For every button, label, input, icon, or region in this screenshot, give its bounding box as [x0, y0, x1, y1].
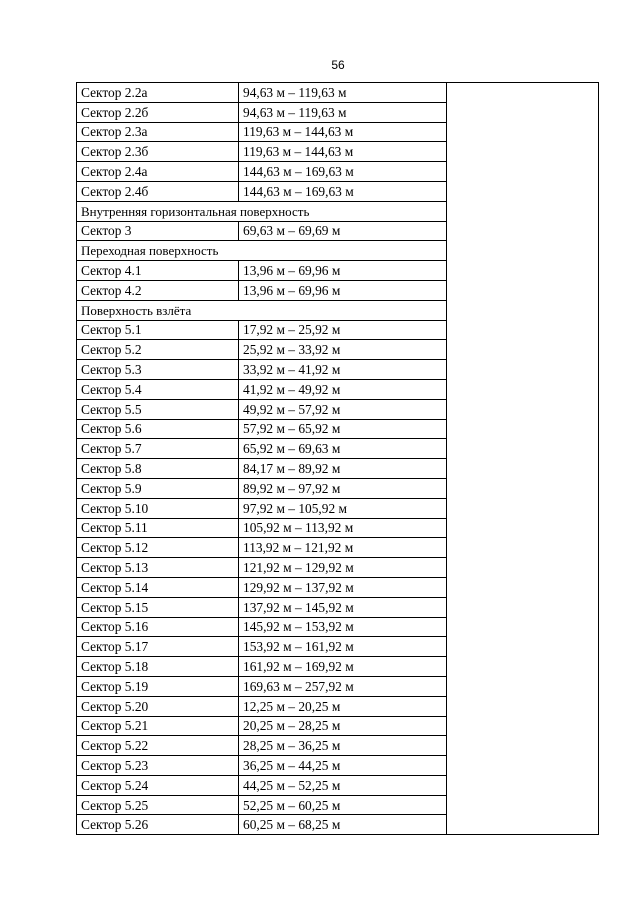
section-title: Поверхность взлёта	[77, 300, 447, 320]
height-range-cell: 137,92 м – 145,92 м	[239, 597, 447, 617]
height-range-cell: 52,25 м – 60,25 м	[239, 795, 447, 815]
height-range-cell: 144,63 м – 169,63 м	[239, 181, 447, 201]
sector-name-cell: Сектор 2.2а	[77, 83, 239, 103]
height-range-cell: 169,63 м – 257,92 м	[239, 676, 447, 696]
sector-name-cell: Сектор 5.13	[77, 558, 239, 578]
height-range-cell: 153,92 м – 161,92 м	[239, 637, 447, 657]
height-range-cell: 12,25 м – 20,25 м	[239, 696, 447, 716]
sector-name-cell: Сектор 5.18	[77, 657, 239, 677]
sector-name-cell: Сектор 5.3	[77, 360, 239, 380]
height-range-cell: 119,63 м – 144,63 м	[239, 142, 447, 162]
sector-name-cell: Сектор 5.11	[77, 518, 239, 538]
height-range-cell: 25,92 м – 33,92 м	[239, 340, 447, 360]
height-range-cell: 94,63 м – 119,63 м	[239, 83, 447, 103]
sector-name-cell: Сектор 5.7	[77, 439, 239, 459]
height-range-cell: 13,96 м – 69,96 м	[239, 280, 447, 300]
height-range-cell: 60,25 м – 68,25 м	[239, 815, 447, 835]
height-range-cell: 121,92 м – 129,92 м	[239, 558, 447, 578]
sector-name-cell: Сектор 5.20	[77, 696, 239, 716]
height-range-cell: 36,25 м – 44,25 м	[239, 756, 447, 776]
sector-name-cell: Сектор 5.19	[77, 676, 239, 696]
sector-name-cell: Сектор 5.22	[77, 736, 239, 756]
sector-name-cell: Сектор 2.3б	[77, 142, 239, 162]
sector-name-cell: Сектор 5.25	[77, 795, 239, 815]
sector-name-cell: Сектор 5.8	[77, 459, 239, 479]
table-row	[77, 83, 599, 103]
sector-name-cell: Сектор 2.4а	[77, 162, 239, 182]
sector-name-cell: Сектор 3	[77, 221, 239, 241]
height-range-cell: 129,92 м – 137,92 м	[239, 577, 447, 597]
sector-name-cell: Сектор 4.1	[77, 261, 239, 281]
sector-name-cell: Сектор 2.3а	[77, 122, 239, 142]
sector-table	[76, 82, 599, 835]
sector-table-body	[77, 83, 599, 835]
height-range-cell: 97,92 м – 105,92 м	[239, 498, 447, 518]
height-range-cell: 28,25 м – 36,25 м	[239, 736, 447, 756]
sector-name-cell: Сектор 4.2	[77, 280, 239, 300]
sector-name-cell: Сектор 5.12	[77, 538, 239, 558]
height-range-cell: 113,92 м – 121,92 м	[239, 538, 447, 558]
sector-name-cell: Сектор 5.6	[77, 419, 239, 439]
sector-name-cell: Сектор 5.15	[77, 597, 239, 617]
height-range-cell: 119,63 м – 144,63 м	[239, 122, 447, 142]
height-range-cell: 89,92 м – 97,92 м	[239, 478, 447, 498]
sector-name-cell: Сектор 5.21	[77, 716, 239, 736]
sector-name-cell: Сектор 5.4	[77, 379, 239, 399]
height-range-cell: 49,92 м – 57,92 м	[239, 399, 447, 419]
sector-name-cell: Сектор 5.1	[77, 320, 239, 340]
height-range-cell: 33,92 м – 41,92 м	[239, 360, 447, 380]
height-range-cell: 17,92 м – 25,92 м	[239, 320, 447, 340]
sector-name-cell: Сектор 2.4б	[77, 181, 239, 201]
sector-name-cell: Сектор 5.23	[77, 756, 239, 776]
height-range-cell: 13,96 м – 69,96 м	[239, 261, 447, 281]
sector-name-cell: Сектор 2.2б	[77, 102, 239, 122]
section-title: Внутренняя горизонтальная поверхность	[77, 201, 447, 221]
sector-name-cell: Сектор 5.26	[77, 815, 239, 835]
height-range-cell: 105,92 м – 113,92 м	[239, 518, 447, 538]
height-range-cell: 41,92 м – 49,92 м	[239, 379, 447, 399]
section-title: Переходная поверхность	[77, 241, 447, 261]
height-range-cell: 145,92 м – 153,92 м	[239, 617, 447, 637]
height-range-cell: 69,63 м – 69,69 м	[239, 221, 447, 241]
height-range-cell: 57,92 м – 65,92 м	[239, 419, 447, 439]
height-range-cell: 65,92 м – 69,63 м	[239, 439, 447, 459]
height-range-cell: 44,25 м – 52,25 м	[239, 775, 447, 795]
height-range-cell: 20,25 м – 28,25 м	[239, 716, 447, 736]
height-range-cell: 94,63 м – 119,63 м	[239, 102, 447, 122]
page-number: 56	[331, 58, 345, 72]
sector-name-cell: Сектор 5.5	[77, 399, 239, 419]
height-range-cell: 84,17 м – 89,92 м	[239, 459, 447, 479]
sector-name-cell: Сектор 5.2	[77, 340, 239, 360]
sector-name-cell: Сектор 5.16	[77, 617, 239, 637]
sector-name-cell: Сектор 5.17	[77, 637, 239, 657]
sector-name-cell: Сектор 5.14	[77, 577, 239, 597]
sector-name-cell: Сектор 5.24	[77, 775, 239, 795]
sector-name-cell: Сектор 5.9	[77, 478, 239, 498]
notes-column-cell	[447, 83, 599, 835]
height-range-cell: 144,63 м – 169,63 м	[239, 162, 447, 182]
height-range-cell: 161,92 м – 169,92 м	[239, 657, 447, 677]
sector-name-cell: Сектор 5.10	[77, 498, 239, 518]
